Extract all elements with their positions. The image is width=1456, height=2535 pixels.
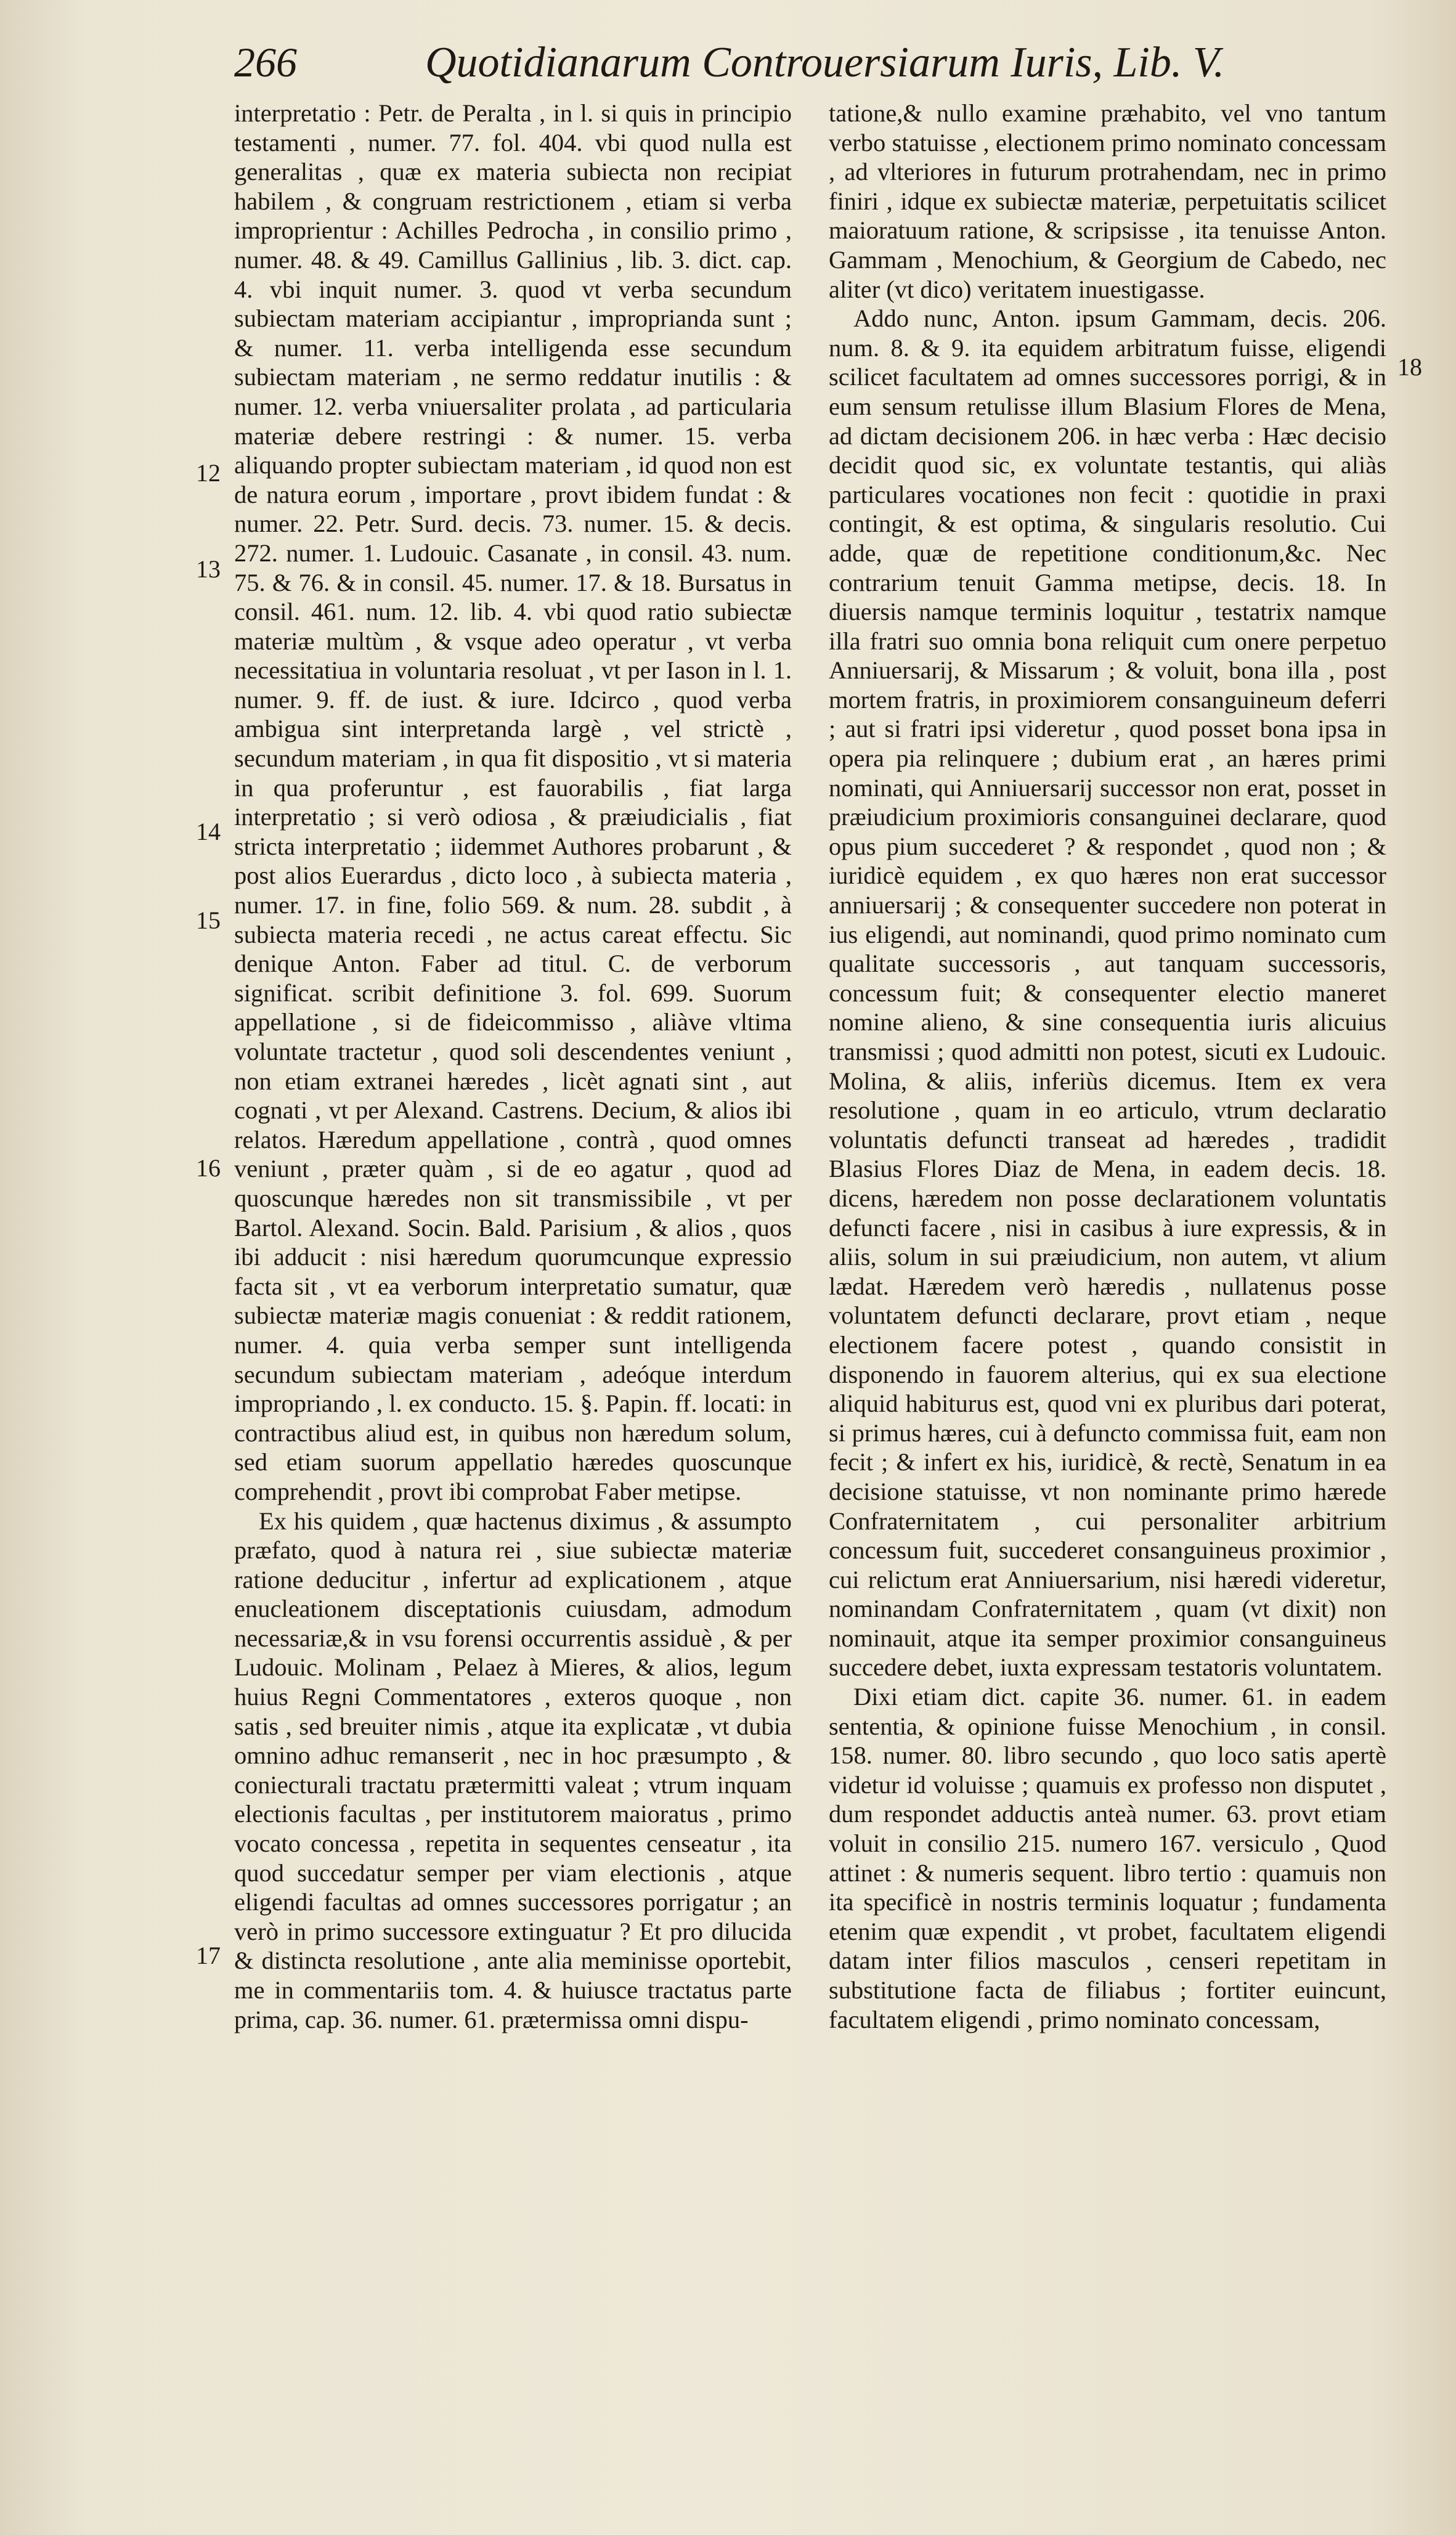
margin-number: 12	[196, 459, 221, 487]
left-column	[234, 99, 792, 2034]
margin-number: 13	[196, 555, 221, 583]
paragraph: interpretatio : Petr. de Peralta , in l. si quis in principio testamenti , numer. 77. fol. 404. vbi quod nulla est generalitas , quæ ex materia subiecta non recipiat habilem , & congruam restrictionem , etiam si verba improprientur : Achilles Pedrocha , in consilio primo , numer. 48. & 49. Camillus Gallinius , lib. 3. dict. cap. 4. vbi inquit numer. 3. quod vt verba secundum subiectam materiam accipiantur , improprianda sunt ; & numer. 11. verba intelligenda esse secundum subiectam materiam , ne sermo reddatur inutilis : & numer. 12. verba vniuersaliter prolata , ad particularia materiæ debere restringi : & numer. 15. verba aliquando propter subiectam materiam , id quod non est de natura eorum , importare , provt ibidem fundat : & numer. 22. Petr. Surd. decis. 73. numer. 15. & decis. 272. numer. 1. Ludouic. Casanate , in consil. 43. num. 75. & 76. & in consil. 45. numer. 17. & 18. Bursatus in consil. 461. num. 12. lib. 4. vbi quod ratio subiectæ materiæ multùm , & vsque adeo operatur , vt verba necessitatiua in voluntaria resoluat , vt per Iason in l. 1. numer. 9. ff. de iust. & iure. Idcirco , quod verba ambigua sint interpretanda largè , vel strictè , secundum materiam , in qua fit dispositio , vt si materia in qua proferuntur , est fauorabilis , fiat larga interpretatio ; si verò odiosa , & præiudicialis , fiat stricta interpretatio ; iidemmet Authores probarunt , & post alios Euerardus , dicto loco , à subiecta materia , numer. 17. in fine, folio 569. & num. 28. subdit , à subiecta materia recedi , ne actus careat effectu. Sic denique Anton. Faber ad titul. C. de verborum significat. scribit definitione 3. fol. 699. Suorum appellatione , si de fideicommisso , aliàve vltima voluntate tractetur , quod soli descendentes veniunt , non etiam extranei hæredes , licèt agnati sint , aut cognati , vt per Alexand. Castrens. Decium, & alios ibi relatos. Hæredum appellatione , contrà , quod omnes veniunt , præter quàm , si de eo agatur , quod ad quoscunque hæredes non sit transmissibile , vt per Bartol. Alexand. Socin. Bald. Parisium , & alios , quos ibi adducit : nisi hæredum quorumcunque expressio facta sit , vt ea verborum interpretatio sumatur, quæ subiectæ materiæ magis conueniat : & reddit rationem, numer. 4. quia verba semper sunt intelligenda secundum subiectam materiam , adeóque interdum impropriando , l. ex conducto. 15. §. Papin. ff. locati: in contractibus aliud est, in quibus non hæredum solum, sed etiam suorum appellatio hæredes quoscunque comprehendit , provt ibi comprobat Faber metipse.	[234, 99, 792, 1505]
paragraph: tatione,& nullo examine præhabito, vel vno tantum verbo statuisse , electionem primo nominato concessam , ad vlteriores in futurum protrahendam, nec in primo finiri , idque ex subiectæ materiæ, perpetuitatis scilicet maioratuum ratione, & scripsisse , ita tenuisse Anton. Gammam , Menochium, & Georgium de Cabedo, nec aliter (vt dico) veritatem inuestigasse.	[829, 99, 1386, 303]
margin-number: 15	[196, 906, 221, 934]
page-header	[234, 38, 1245, 94]
margin-number: 18	[1397, 353, 1422, 381]
paragraph: Addo nunc, Anton. ipsum Gammam, decis. 206. num. 8. & 9. ita equidem arbitratum fuisse, eligendi scilicet facultatem ad omnes successores porrigi, & in eum sensum retulisse illum Blasium Flores de Mena, ad dictam decisionem 206. in hæc verba : Hæc decisio decidit quod sic, ex voluntate testantis, qui aliàs particulares vocationes non fecit : quotidie in praxi contingit, & est optima, & singularis resolutio. Cui adde, quæ de repetitione conditionum,&c. Nec contrarium tenuit Gamma metipse, decis. 18. In diuersis namque terminis loquitur , testatrix namque illa fratri suo omnia bona reliquit cum onere perpetuo Anniuersarij, & Missarum ; & voluit, bona illa , post mortem fratris, in proximiorem consanguineum deferri ; aut si fratri ipsi videretur , quod posset bona ipsa in opera pia relinquere ; dubium erat , an hæres primi nominati, qui Anniuersarij successor non erat, posset in præiudicium proximioris consanguinei declarare, quod opus pium succederet ? & respondet , quod non ; & iuridicè equidem , ex quo hæres non erat successor anniuersarij ; & consequenter succedere non poterat in ius eligendi, aut nominandi, quod primo nominato cum qualitate successoris , aut tanquam successoris, concessum fuit; & consequenter electio maneret nomine alieno, & sine consequentia iuris alicuius transmissi ; quod admitti non potest, sicuti ex Ludouic. Molina, & aliis, inferiùs dicemus. Item ex vera resolutione , quam in eo articulo, vtrum declaratio voluntatis defuncti transeat ad hæredes , tradidit Blasius Flores Diaz de Mena, in eadem decis. 18. dicens, hæredem non posse declarationem voluntatis defuncti facere , nisi in casibus à iure expressis, & in aliis, solum in sui præiudicium, non autem, vt alium lædat. Hæredem verò hæredis , nullatenus posse voluntatem defuncti declarare, provt etiam , neque electionem facere potest , quando consistit in disponendo in fauorem alterius, qui ex sua electione aliquid habiturus est, quod vni ex pluribus dari poterat, si primus hæres, cui à defuncto commissa fuit, eam non fecit ; & infert ex his, iuridicè, & rectè, Senatum in ea decisione statuisse, vt non nominante primo hærede Confraternitatem , cui personaliter arbitrium concessum fuit, succederet consanguineus proximior , cui relictum erat Anniuersarium, nisi hæredi videretur, nominandam Confraternitatem , quam (vt dixit) non nominauit, atque ita semper proximior consanguineus succedere debet, iuxta expressam testatoris voluntatem.	[829, 304, 1386, 1682]
page-number: 266	[234, 39, 297, 86]
running-title: Quotidianarum Controuersiarum Iuris, Lib. V.	[425, 39, 1225, 86]
margin-number: 17	[196, 1942, 221, 1969]
paragraph: Ex his quidem , quæ hactenus diximus , & assumpto præfato, quod à natura rei , siue subiectæ materiæ ratione deducitur , infertur ad explicationem , atque enucleationem disceptationis cuiusdam, admodum necessariæ,& in vsu forensi occurrentis assiduè , & per Ludouic. Molinam , Pelaez à Mieres, & alios, legum huius Regni Commentatores , exteros quoque , non satis , sed breuiter nimis , atque ita explicatæ , vt dubia omnino adhuc remanserit , nec in hoc præsumpto , & coniecturali tractatu prætermitti valeat ; vtrum inquam electionis facultas , per institutorem maioratus , primo vocato concessa , repetita in sequentes censeatur , ita quod succedatur semper per viam electionis , atque eligendi facultas ad omnes successores porrigatur ; an verò in primo successore extinguatur ? Et pro dilucida & distincta resolutione , ante alia meminisse oportebit, me in commentariis tom. 4. & huiusce tractatus parte prima, cap. 36. numer. 61. prætermissa omni dispu-	[234, 1507, 792, 2033]
paragraph: Dixi etiam dict. capite 36. numer. 61. in eadem sententia, & opinione fuisse Menochium , in consil. 158. numer. 80. libro secundo , quo loco satis apertè videtur id voluisse ; quamuis ex professo non disputet , dum respondet adductis anteà numer. 63. provt etiam voluit in consilio 215. numero 167. versiculo , Quod attinet : & numeris sequent. libro tertio : quamuis non ita specificè in nostris terminis loquatur ; fundamenta etenim quæ expendit , vt probet, facultatem eligendi datam inter filios masculos , censeri repetitam in substitutione facta de filiabus ; fortiter euincunt, facultatem eligendi , primo nominato concessam,	[829, 1683, 1386, 2033]
right-column	[829, 99, 1386, 2034]
margin-number: 16	[196, 1154, 221, 1182]
margin-number: 14	[196, 818, 221, 845]
